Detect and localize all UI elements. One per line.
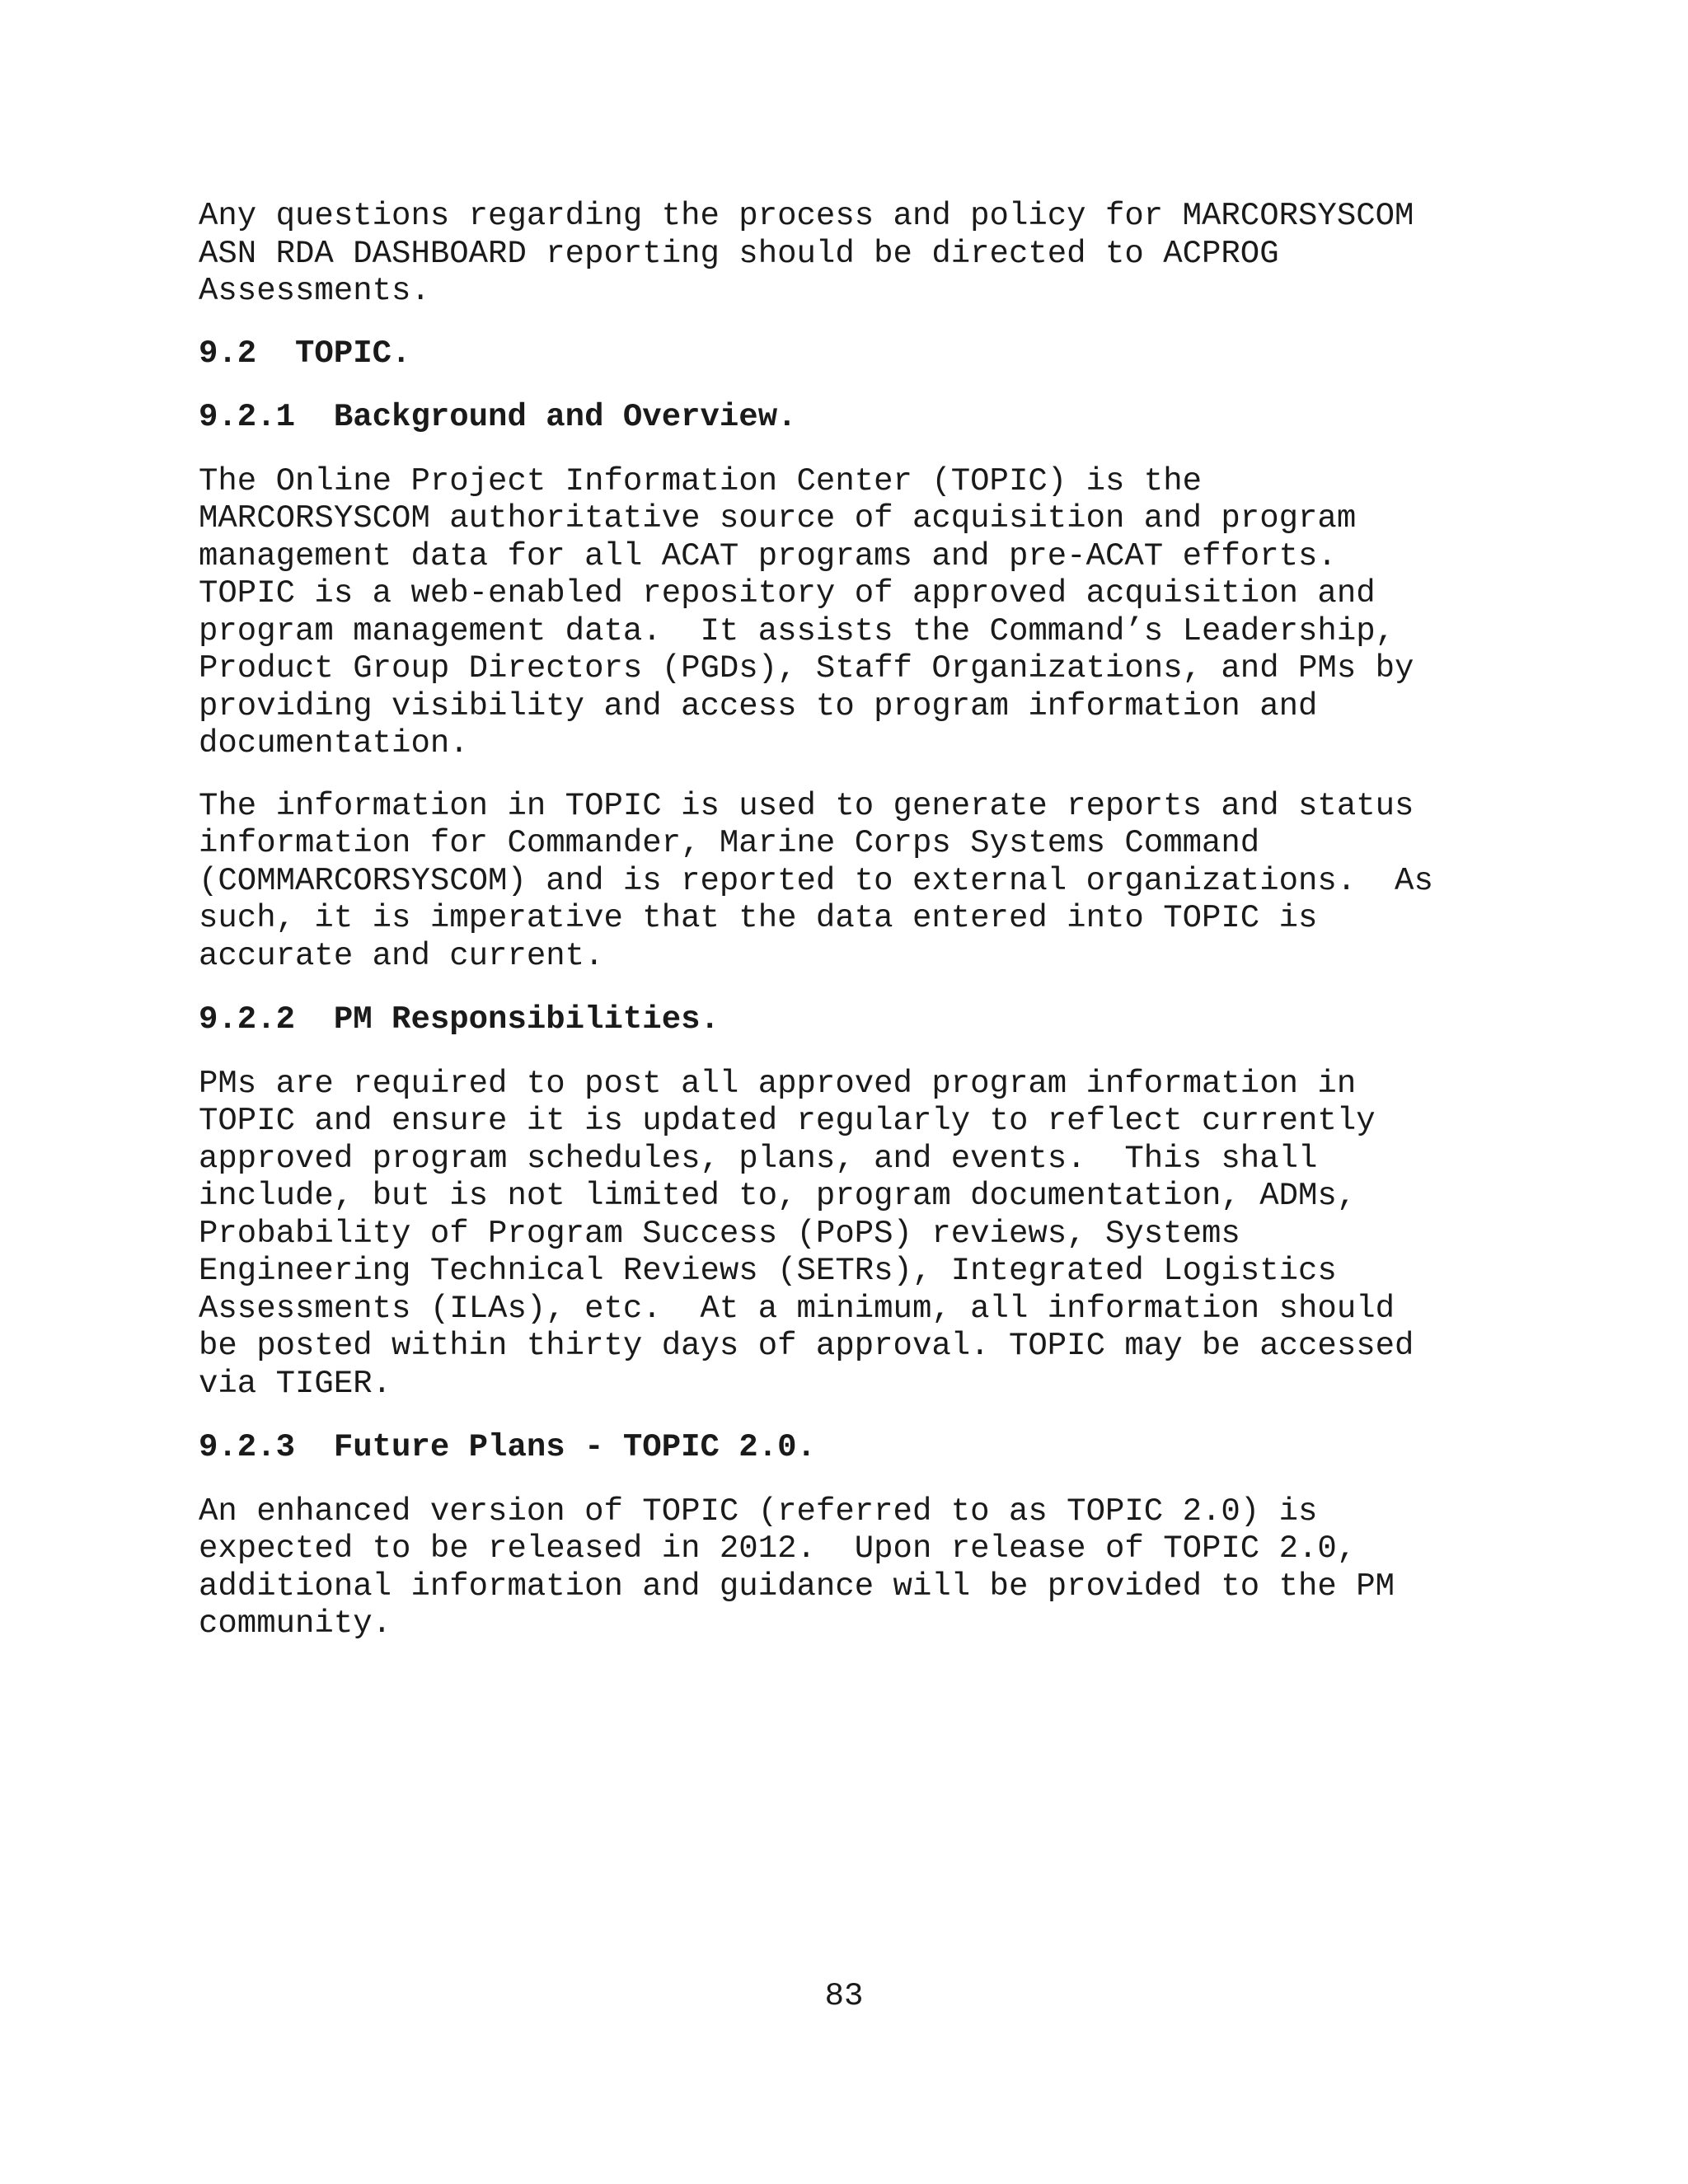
text-line: Product Group Directors (PGDs), Staff Organizations, and PMs by bbox=[199, 650, 1414, 687]
text-line: TOPIC and ensure it is updated regularly to reflect currently bbox=[199, 1103, 1376, 1139]
background-paragraph-1 bbox=[199, 463, 1501, 763]
pm-responsibilities-paragraph bbox=[199, 1066, 1501, 1404]
section-heading-9-2: 9.2 TOPIC. bbox=[199, 335, 411, 372]
text-line: The Online Project Information Center (TOPIC) is the bbox=[199, 462, 1202, 499]
text-line: MARCORSYSCOM authoritative source of acquisition and program bbox=[199, 500, 1357, 537]
text-line: such, it is imperative that the data entered into TOPIC is bbox=[199, 900, 1318, 936]
text-line: Assessments (ILAs), etc. At a minimum, all information should bbox=[199, 1290, 1395, 1327]
text-line: via TIGER. bbox=[199, 1365, 392, 1402]
text-line: documentation. bbox=[199, 725, 469, 762]
text-line: PMs are required to post all approved program information in bbox=[199, 1065, 1357, 1102]
text-line: Any questions regarding the process and policy for MARCORSYSCOM bbox=[199, 198, 1414, 234]
future-plans-paragraph bbox=[199, 1493, 1501, 1643]
text-line: Probability of Program Success (PoPS) reviews, Systems bbox=[199, 1215, 1240, 1252]
text-line: management data for all ACAT programs and pre-ACAT efforts. bbox=[199, 537, 1337, 574]
text-line: expected to be released in 2012. Upon release of TOPIC 2.0, bbox=[199, 1530, 1357, 1567]
text-line: Assessments. bbox=[199, 273, 430, 309]
section-heading-9-2-2: 9.2.2 PM Responsibilities. bbox=[199, 1001, 720, 1038]
text-line: be posted within thirty days of approval. TOPIC may be accessed bbox=[199, 1328, 1414, 1364]
text-line: include, but is not limited to, program documentation, ADMs, bbox=[199, 1178, 1357, 1214]
page-number: 83 bbox=[824, 1978, 864, 2014]
text-line: Engineering Technical Reviews (SETRs), Integrated Logistics bbox=[199, 1253, 1337, 1289]
text-line: community. bbox=[199, 1605, 392, 1642]
intro-paragraph bbox=[199, 198, 1501, 311]
text-line: additional information and guidance will be provided to the PM bbox=[199, 1568, 1395, 1605]
text-line: program management data. It assists the Command’s Leadership, bbox=[199, 612, 1395, 649]
text-line: ASN RDA DASHBOARD reporting should be directed to ACPROG bbox=[199, 235, 1279, 272]
page-content bbox=[199, 198, 1501, 1643]
section-heading-9-2-1: 9.2.1 Background and Overview. bbox=[199, 399, 797, 435]
text-line: information for Commander, Marine Corps Systems Command bbox=[199, 825, 1260, 861]
text-line: The information in TOPIC is used to generate reports and status bbox=[199, 787, 1414, 824]
text-line: An enhanced version of TOPIC (referred to as TOPIC 2.0) is bbox=[199, 1493, 1318, 1530]
text-line: accurate and current. bbox=[199, 937, 604, 974]
background-paragraph-2 bbox=[199, 788, 1501, 976]
text-line: providing visibility and access to program information and bbox=[199, 687, 1318, 724]
text-line: (COMMARCORSYSCOM) and is reported to external organizations. As bbox=[199, 862, 1433, 899]
text-line: approved program schedules, plans, and events. This shall bbox=[199, 1140, 1318, 1177]
text-line: TOPIC is a web-enabled repository of approved acquisition and bbox=[199, 575, 1376, 612]
section-heading-9-2-3: 9.2.3 Future Plans - TOPIC 2.0. bbox=[199, 1429, 816, 1465]
